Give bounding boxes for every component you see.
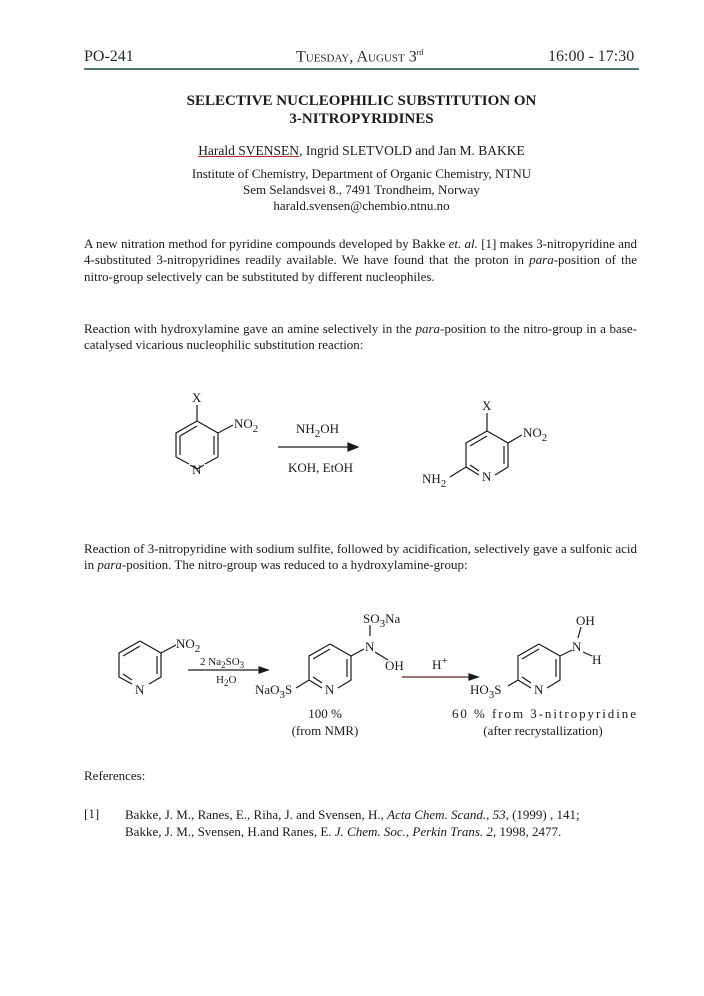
text-italic: para	[529, 252, 554, 268]
subscript: 2	[440, 478, 447, 490]
reagent: SO	[225, 656, 240, 668]
reference-number: [1]	[84, 806, 100, 821]
paragraph-3	[84, 541, 637, 574]
ring-nitrogen: N	[534, 682, 544, 697]
label: NO	[234, 416, 253, 431]
svg-text:NaO3S	[255, 682, 292, 701]
label: H	[592, 652, 602, 667]
text: , (1999) , 141;	[505, 807, 580, 822]
hydroxylamine-nitrogen: N	[365, 639, 375, 654]
label: NaO	[255, 682, 280, 697]
text: Reaction of 3-nitropyridine with sodium sulfite, followed by acidification, selectively gave a sulfonic acid in	[84, 541, 637, 573]
abstract-code: PO-241	[84, 48, 134, 65]
subscript: 3	[488, 689, 495, 701]
svg-text:NO2	[523, 425, 547, 444]
session-day-text: Tuesday, August 3	[296, 48, 417, 66]
subscript: 2	[194, 643, 201, 655]
text: Bakke, J. M., Ranes, E., Riha, J. and Svensen, H.,	[125, 807, 388, 822]
volume: 53	[492, 807, 506, 822]
scheme-1-labels	[192, 390, 547, 490]
svg-text:2 Na2SO3	[200, 656, 245, 670]
svg-text:H2O	[216, 674, 236, 688]
text: Bakke, J. M., Svensen, H.and Ranes, E.	[125, 824, 335, 839]
ring-nitrogen: N	[325, 682, 335, 697]
text-italic: para	[97, 557, 122, 573]
reagent: OH	[320, 421, 340, 436]
journal: J. Chem. Soc., Perkin Trans. 2,	[334, 824, 497, 839]
subscript: 2	[541, 432, 548, 444]
svg-text:H+	[432, 655, 448, 672]
ring-nitrogen: N	[135, 682, 145, 697]
substituent-x: X	[482, 398, 492, 413]
yield-1-note: (from NMR)	[291, 723, 359, 738]
journal: Acta Chem. Scand.	[387, 807, 487, 822]
text: 1998, 2477.	[496, 824, 562, 839]
subscript: 2	[221, 660, 226, 670]
label: OH	[385, 658, 404, 673]
svg-text:NH2	[422, 471, 446, 490]
text: -position. The nitro-group was reduced to a hydroxylamine-group:	[121, 557, 468, 573]
text-italic: para	[415, 321, 441, 336]
yield-2: 60 % from 3-nitropyridine	[452, 706, 636, 721]
label: NH	[422, 471, 441, 486]
conditions: KOH, EtOH	[288, 460, 353, 475]
reagent: 2 Na	[200, 656, 222, 668]
label: O	[228, 674, 237, 686]
subscript: 2	[314, 428, 321, 440]
text: -position of the nitro-group selectively can be substituted by different nucleophiles.	[84, 252, 637, 284]
svg-text:NO2	[234, 416, 258, 435]
svg-text:SO3Na	[363, 611, 401, 630]
affiliation-line-1: Institute of Chemistry, Department of Organic Chemistry, NTNU	[191, 166, 532, 181]
text: [1] makes 3-nitropyridine and 4-substituted 3-nitropyridines readily available. We have found that the proton in	[84, 236, 637, 268]
label: S	[494, 682, 502, 697]
label: HO	[470, 682, 489, 697]
subscript: 3	[239, 660, 245, 670]
text: A new nitration method for pyridine compounds developed by Bakke	[84, 236, 449, 251]
reference-line-2	[125, 823, 637, 840]
reference-line-1	[125, 806, 637, 823]
session-time: 16:00 - 17:30	[548, 48, 635, 65]
text-italic: et. al.	[448, 236, 478, 251]
label: NO	[523, 425, 542, 440]
co-authors: , Ingrid SLETVOLD and Jan M. BAKKE	[299, 143, 525, 158]
label: Na	[385, 611, 401, 626]
title-line-2: 3-NITROPYRIDINES	[289, 111, 434, 127]
subscript: 3	[279, 689, 286, 701]
text: Reaction with hydroxylamine gave an amine selectively in the	[84, 321, 416, 336]
text: -position to the nitro-group in a base-catalysed vicarious nucleophilic substitution reaction:	[84, 321, 637, 353]
svg-text:HO3S	[470, 682, 502, 701]
reagent: NH	[296, 421, 315, 436]
label: NO	[176, 636, 195, 651]
svg-text:NO2	[176, 636, 200, 655]
subscript: 2	[252, 423, 259, 435]
label: H	[216, 674, 224, 686]
references-heading: References:	[84, 768, 146, 783]
text: ,	[486, 807, 493, 822]
scheme-2-labels	[135, 611, 636, 738]
subscript: 3	[379, 618, 386, 630]
reference-entry	[125, 806, 637, 840]
author-email[interactable]: harald.svensen@chembio.ntnu.no	[273, 198, 450, 213]
yield-2-note: (after recrystallization)	[483, 723, 603, 738]
pyridine-ring	[119, 641, 161, 684]
label: H	[432, 657, 442, 672]
ring-nitrogen: N	[192, 462, 202, 477]
title-line-1: SELECTIVE NUCLEOPHILIC SUBSTITUTION ON	[186, 93, 537, 109]
superscript: +	[441, 655, 448, 667]
yield-1: 100 %	[308, 706, 342, 721]
presenting-author: Harald SVENSEN	[198, 143, 300, 158]
session-day-suffix: rd	[416, 48, 424, 57]
substituent-x: X	[192, 390, 202, 405]
label: SO	[363, 611, 380, 626]
label: S	[285, 682, 293, 697]
svg-text:NH2OH	[296, 421, 339, 440]
hydroxylamine-nitrogen: N	[572, 639, 582, 654]
scheme-2-structures	[119, 625, 592, 688]
ring-nitrogen: N	[482, 469, 492, 484]
subscript: 2	[223, 678, 229, 688]
affiliation-line-2: Sem Selandsvei 8., 7491 Trondheim, Norway	[243, 182, 480, 197]
label: OH	[576, 613, 595, 628]
